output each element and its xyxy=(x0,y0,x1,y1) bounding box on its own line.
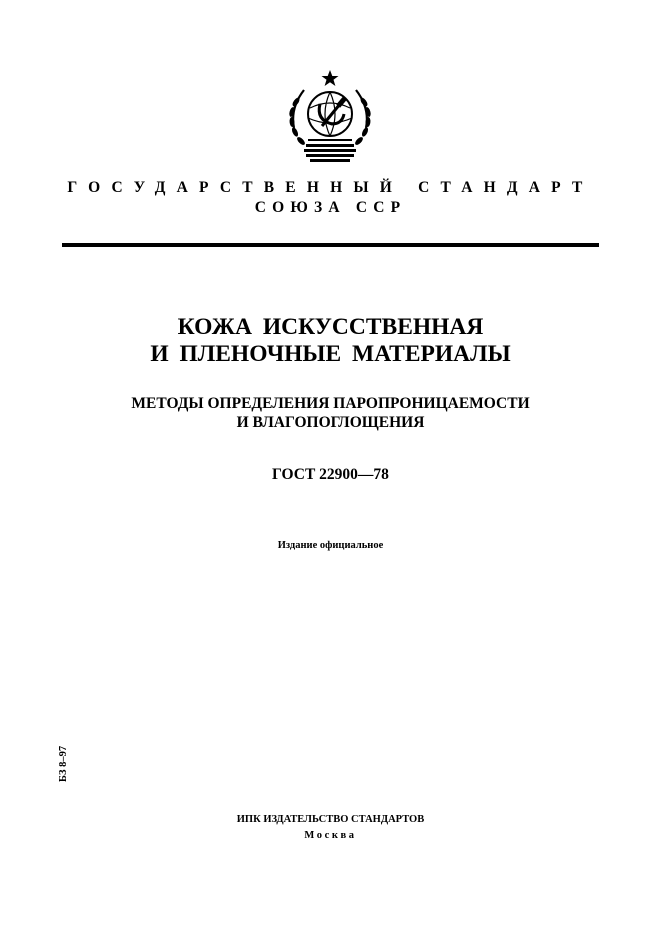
standard-number: ГОСТ 22900—78 xyxy=(272,466,389,483)
header-ussr: СОЮЗА ССР xyxy=(254,199,407,216)
publisher-name: ИПК ИЗДАТЕЛЬСТВО СТАНДАРТОВ xyxy=(236,814,425,825)
edition-label: Издание официальное xyxy=(277,540,384,551)
publisher-city: Москва xyxy=(304,830,357,841)
header-state-standard: ГОСУДАРСТВЕННЫЙ СТАНДАРТ xyxy=(67,179,594,196)
ussr-coat-of-arms-icon xyxy=(280,68,380,168)
document-subtitle-line-2: И ВЛАГОПОГЛОЩЕНИЯ xyxy=(236,414,425,431)
document-title-line-1: КОЖА ИСКУССТВЕННАЯ xyxy=(177,314,484,340)
side-code: БЗ 8–97 xyxy=(58,745,69,782)
document-title-line-2: И ПЛЕНОЧНЫЕ МАТЕРИАЛЫ xyxy=(150,341,511,367)
horizontal-rule xyxy=(62,243,599,247)
document-subtitle-line-1: МЕТОДЫ ОПРЕДЕЛЕНИЯ ПАРОПРОНИЦАЕМОСТИ xyxy=(131,395,530,412)
